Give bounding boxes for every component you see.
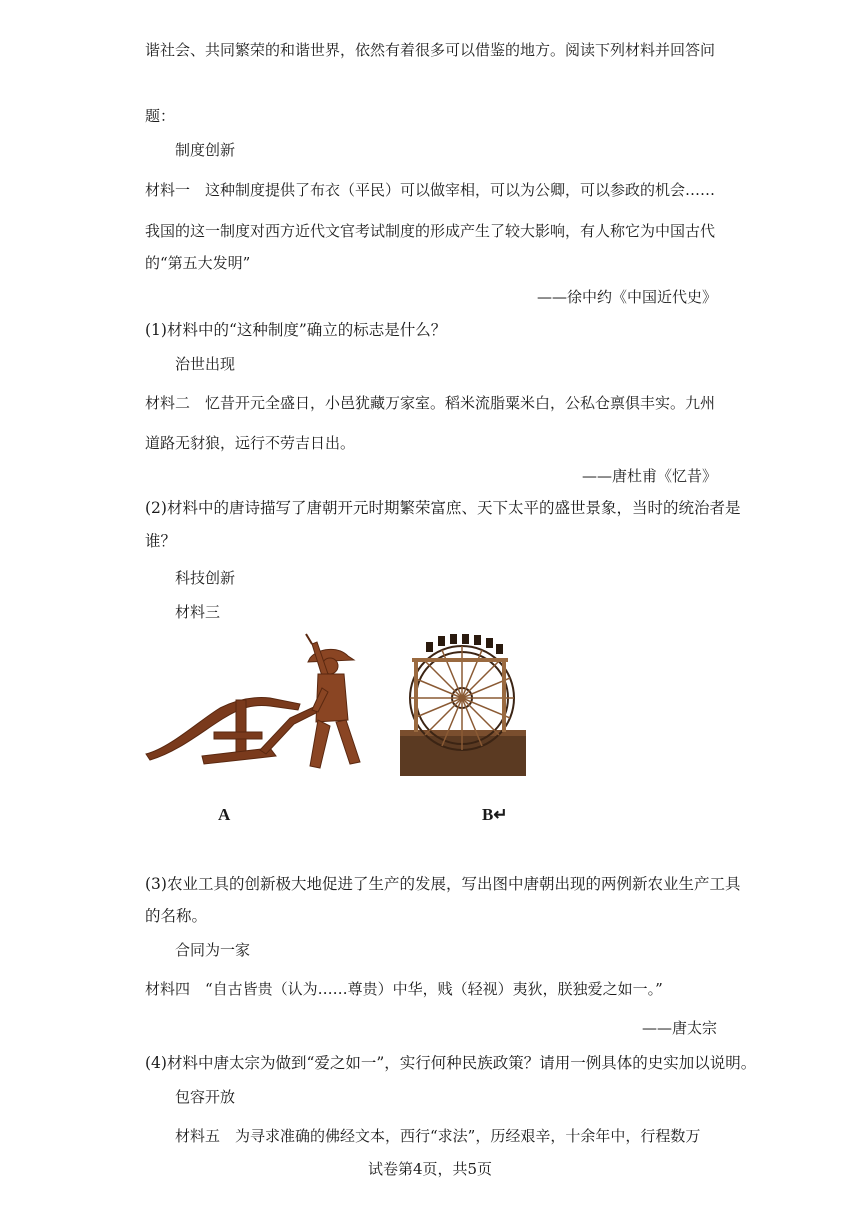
section-heading-technology: 科技创新 (175, 569, 236, 587)
material-1-line-2: 我国的这一制度对西方近代文官考试制度的形成产生了较大影响，有人称它为中国古代 (145, 222, 716, 240)
material-3-label: 材料三 (175, 603, 221, 621)
intro-line-1: 谐社会、共同繁荣的和谐世界，依然有着很多可以借鉴的地方。阅读下列材料并回答问 (145, 41, 716, 59)
section-heading-institution: 制度创新 (175, 141, 236, 159)
question-1: (1)材料中的“这种制度”确立的标志是什么？ (145, 321, 447, 339)
figure-a-label: A (218, 805, 231, 824)
material-2-line-1: 材料二 忆昔开元全盛日，小邑犹藏万家室。稻米流脂粟米白，公私仓禀俱丰实。九州 (145, 394, 716, 412)
material-2-source: ——唐杜甫《忆昔》 (581, 467, 717, 485)
material-1-source: ——徐中约《中国近代史》 (536, 288, 717, 306)
figure-b-label: B↵ (482, 805, 508, 824)
page-footer: 试卷第4页，共5页 (367, 1160, 493, 1178)
water-wheel-illustration (398, 630, 530, 778)
question-3-line-1: (3)农业工具的创新极大地促进了生产的发展，写出图中唐朝出现的两例新农业生产工具 (145, 875, 741, 893)
material-4-source: ——唐太宗 (641, 1019, 717, 1037)
question-3-line-2: 的名称。 (145, 907, 208, 925)
section-heading-prosperity: 治世出现 (175, 355, 236, 373)
material-5-line-1: 材料五 为寻求准确的佛经文本，西行“求法”，历经艰辛，十余年中，行程数万 (175, 1127, 701, 1145)
material-4-line-1: 材料四 “自古皆贵（认为……尊贵）中华，贱（轻视）夷狄，朕独爱之如一。” (145, 980, 663, 998)
intro-line-2: 题： (145, 107, 176, 125)
section-heading-unity: 合同为一家 (175, 941, 251, 959)
section-heading-openness: 包容开放 (175, 1088, 236, 1106)
material-1-line-3: 的“第五大发明” (145, 254, 251, 272)
material-2-line-2: 道路无豺狼，远行不劳吉日出。 (145, 434, 356, 452)
question-2-line-1: (2)材料中的唐诗描写了唐朝开元时期繁荣富庶、天下太平的盛世景象，当时的统治者是 (145, 499, 741, 517)
plow-illustration (140, 630, 370, 780)
question-2-line-2: 谁？ (145, 532, 177, 550)
question-4: (4)材料中唐太宗为做到“爱之如一”，实行何种民族政策？请用一例具体的史实加以说明。 (145, 1054, 757, 1072)
material-1-line-1: 材料一 这种制度提供了布衣（平民）可以做宰相，可以为公卿，可以参政的机会…… (145, 181, 716, 199)
